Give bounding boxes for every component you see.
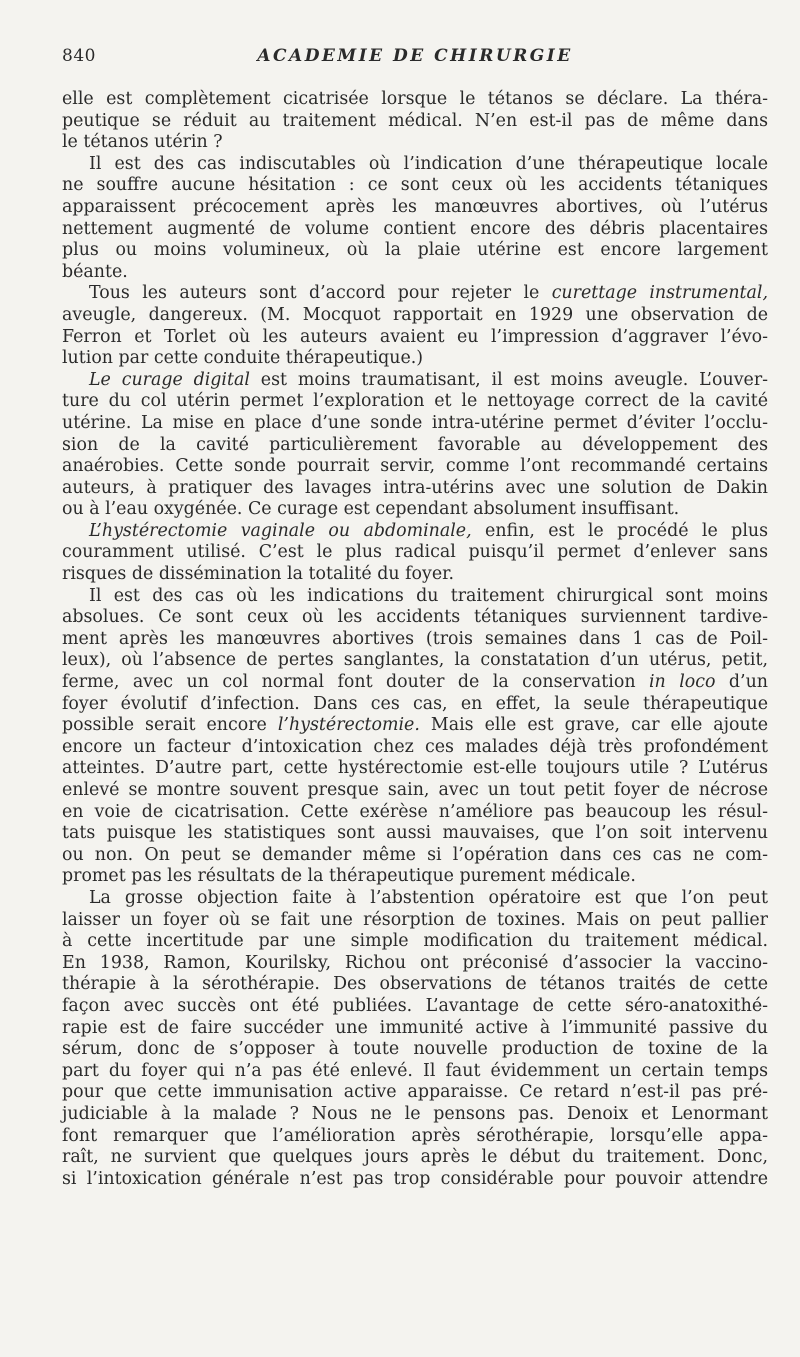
italic-span: in loco (648, 672, 716, 693)
italic-span: l’hystérectomie. (277, 715, 420, 736)
text-line: auteurs, à pratiquer des lavages intra-utérins avec une solution de Dakin (62, 477, 768, 498)
text-span: est moins traumatisant, il est moins aveugle. L’ouver- (249, 369, 769, 390)
text-line: couramment utilisé. C’est le plus radical puisqu’il permet d’enlever sans (62, 542, 768, 563)
text-span: ferme, avec un col normal font douter de la conservation (62, 672, 649, 693)
text-line: leux), où l’absence de pertes sanglantes, la constatation d’un utérus, petit, (62, 650, 768, 671)
text-line: judiciable à la malade ? Nous ne le pensons pas. Denoix et Lenormant (62, 1103, 768, 1124)
text-line: Il est des cas où les indications du traitement chirurgical sont moins (89, 585, 768, 606)
text-line: le tétanos utérin ? (62, 132, 223, 153)
text-line: si l’intoxication générale n’est pas trop considérable pour pouvoir attendre (62, 1168, 768, 1189)
text-line: thérapie à la sérothérapie. Des observations de tétanos traités de cette (62, 974, 768, 995)
text-line (62, 370, 768, 392)
text-line: anaérobies. Cette sonde pourrait servir, comme l’ont recommandé certains (62, 456, 768, 477)
text-line: en voie de cicatrisation. Cette exérèse n’améliore pas beaucoup les résul- (62, 801, 768, 822)
text-line (62, 715, 768, 737)
text-line: enlevé se montre souvent presque sain, avec un tout petit foyer de nécrose (62, 780, 768, 800)
text-line: peutique se réduit au traitement médical. N’en est-il pas de même dans (62, 110, 768, 131)
text-line: aveugle, dangereux. (M. Mocquot rapportait en 1929 une observation de (62, 304, 768, 325)
italic-span: curettage instrumental, (551, 283, 768, 304)
text-line: risques de dissémination la totalité du foyer. (62, 564, 455, 585)
text-line: encore un facteur d’intoxication chez ces malades déjà très profondément (62, 736, 768, 757)
text-line: part du foyer qui n’a pas été enlevé. Il faut évidemment un certain temps (62, 1060, 768, 1081)
text-line: béante. (62, 261, 128, 282)
text-line: Il est des cas indiscutables où l’indication d’une thérapeutique locale (89, 153, 768, 174)
text-line: ou à l’eau oxygénée. Ce curage est cependant absolument insuffisant. (62, 499, 680, 520)
text-line: sérum, donc de s’opposer à toute nouvelle production de toxine de la (62, 1039, 768, 1060)
text-span: Mais elle est grave, car elle ajoute (419, 715, 768, 736)
text-line (62, 521, 768, 543)
text-line (62, 672, 768, 694)
text-span: possible serait encore (62, 715, 278, 736)
text-line: absolues. Ce sont ceux où les accidents tétaniques surviennent tardive- (62, 607, 768, 628)
text-line: ne souffre aucune hésitation : ce sont ceux où les accidents tétaniques (62, 175, 768, 196)
text-line: ou non. On peut se demander même si l’opération dans ces cas ne com- (62, 844, 768, 865)
text-line: lution par cette conduite thérapeutique.) (62, 348, 424, 369)
text-line: laisser un foyer où se fait une résorption de toxines. Mais on peut pallier (62, 909, 768, 930)
page-header (62, 44, 768, 72)
text-span: enfin, est le procédé le plus (471, 520, 769, 541)
text-line: font remarquer que l’amélioration après sérothérapie, lorsqu’elle appa- (62, 1125, 768, 1146)
text-line: raît, ne survient que quelques jours après le début du traitement. Donc, (62, 1147, 768, 1168)
text-line: tats puisque les statistiques sont aussi mauvaises, que l’on soit intervenu (62, 823, 768, 844)
text-line: foyer évolutif d’infection. Dans ces cas, en effet, la seule thérapeutique (62, 693, 768, 714)
text-line: ture du col utérin permet l’exploration et le nettoyage correct de la cavité (62, 391, 768, 412)
text-line: sion de la cavité particulièrement favorable au développement des (62, 434, 768, 455)
text-span: Tous les auteurs sont d’accord pour rejeter le (89, 283, 552, 304)
text-line: atteintes. D’autre part, cette hystérectomie est-elle toujours utile ? L’utérus (62, 758, 768, 779)
text-line: ment après les manœuvres abortives (trois semaines dans 1 cas de Poil- (62, 628, 768, 649)
page-number: 840 (62, 46, 96, 66)
running-head: ACADEMIE DE CHIRURGIE (257, 46, 573, 66)
text-line: utérine. La mise en place d’une sonde intra-utérine permet d’éviter l’occlu- (62, 412, 768, 433)
text-line: En 1938, Ramon, Kourilsky, Richou ont préconisé d’associer la vaccino- (62, 952, 768, 973)
text-line: pour que cette immunisation active apparaisse. Ce retard n’est-il pas pré- (62, 1082, 768, 1103)
text-line: La grosse objection faite à l’abstention opératoire est que l’on peut (89, 887, 768, 908)
italic-span: Le curage digital (89, 369, 250, 390)
text-line: rapie est de faire succéder une immunité active à l’immunité passive du (62, 1017, 768, 1038)
body-text (62, 89, 768, 1190)
text-line (62, 283, 768, 305)
text-line: elle est complètement cicatrisée lorsque le tétanos se déclare. La théra- (62, 89, 768, 109)
text-line: promet pas les résultats de la thérapeutique purement médicale. (62, 866, 636, 887)
text-line: Ferron et Torlet où les auteurs avaient eu l’impression d’aggraver l’évo- (62, 326, 768, 347)
text-line: apparaissent précocement après les manœuvres abortives, où l’utérus (62, 196, 768, 217)
text-line: façon avec succès ont été publiées. L’avantage de cette séro-anatoxithé- (62, 995, 768, 1016)
text-line: nettement augmenté de volume contient encore des débris placentaires (62, 218, 768, 239)
italic-span: L’hystérectomie vaginale ou abdominale, (89, 520, 472, 541)
text-span: d’un (715, 672, 768, 693)
text-line: plus ou moins volumineux, où la plaie utérine est encore largement (62, 240, 768, 261)
text-line: à cette incertitude par une simple modification du traitement médical. (62, 931, 768, 952)
